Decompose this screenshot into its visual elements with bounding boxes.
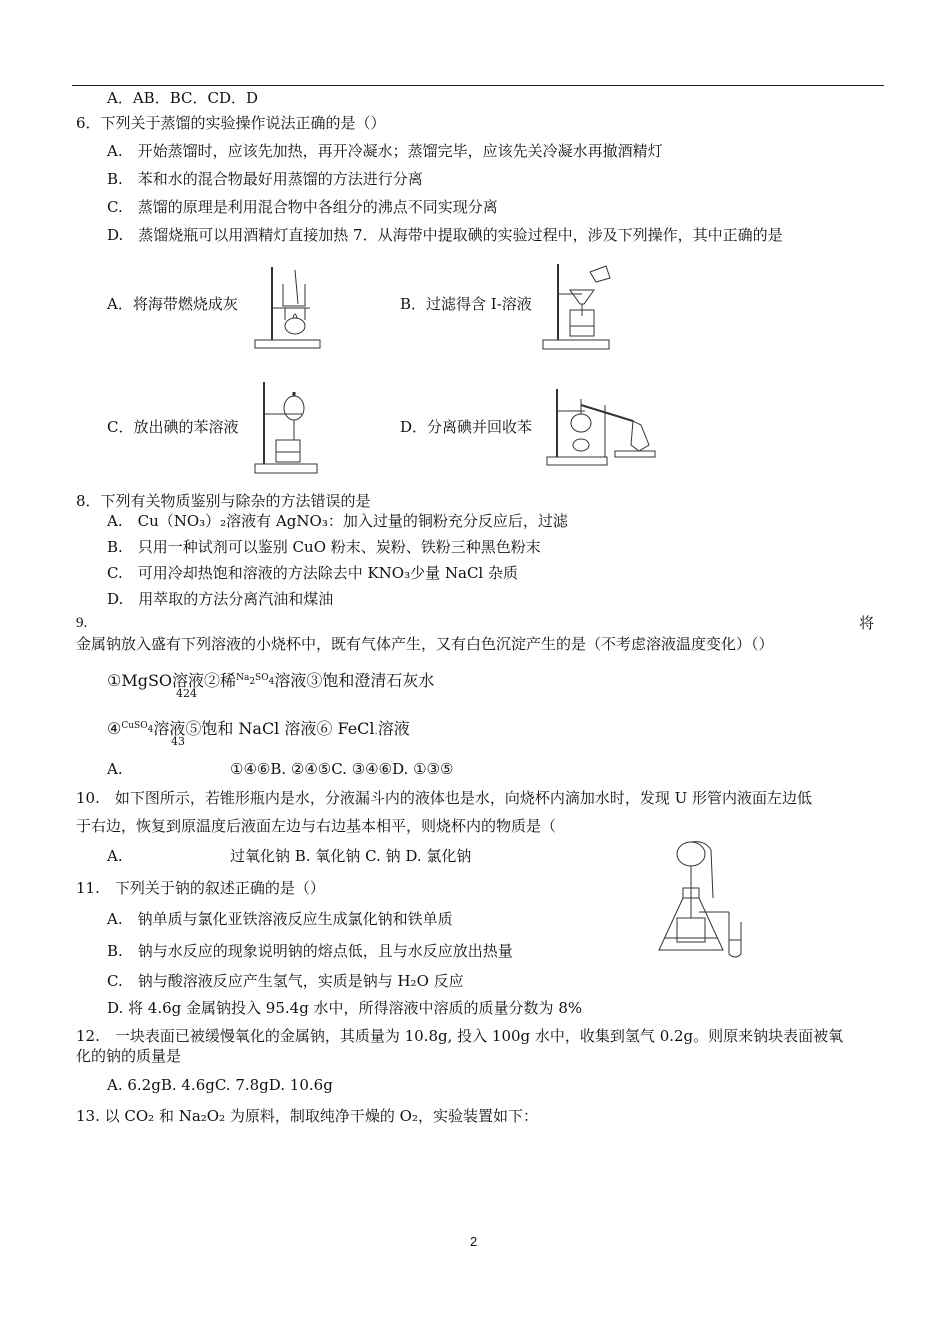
q9-list-line2: ④$^{CuSO}$4溶液⑤饱和 NaCl 溶液⑥ FeCl.溶液	[107, 719, 410, 738]
header-rule	[72, 85, 884, 86]
q7-option-a: A．将海带燃烧成灰	[107, 295, 238, 313]
q9-item2-prefix: 溶液②稀	[172, 671, 237, 690]
q9-cuso-label: CuSO	[121, 721, 148, 731]
q8-option-a: A. Cu（NO₃）₂溶液有 AgNO₃：加入过量的铜粉充分反应后，过滤	[107, 512, 568, 530]
q7-option-d: D．分离碘并回收苯	[400, 418, 533, 436]
q9-number: 9.	[76, 615, 88, 631]
q5-options: A．AB．BC．CD．D	[107, 89, 258, 107]
q11-option-a: A. 钠单质与氯化亚铁溶液反应生成氯化钠和铁单质	[107, 910, 453, 928]
q9-item1: ①MgSO	[107, 671, 173, 690]
q8-option-c: C. 可用冷却热饱和溶液的方法除去中 KNO₃少量 NaCl 杂质	[107, 564, 519, 582]
q9-so-label: SO	[255, 673, 269, 683]
q9-item4-prefix: ④	[107, 719, 122, 738]
q9-line1-subscripts: 424	[176, 687, 197, 700]
q9-jiang: 将	[859, 614, 875, 632]
q6-option-a: A. 开始蒸馏时，应该先加热，再开冷凝水；蒸馏完毕，应该先关冷凝水再撤酒精灯	[107, 142, 663, 160]
q12-line2: 化的钠的质量是	[76, 1047, 182, 1065]
q9-item6-suffix: 溶液	[377, 719, 410, 738]
page-number: 2	[470, 1234, 478, 1249]
q10-line2: 于右边，恢复到原温度后液面左边与右边基本相平，则烧杯内的物质是（	[76, 817, 557, 835]
q13-stem: 13. 以 CO₂ 和 Na₂O₂ 为原料，制取纯净干燥的 O₂，实验装置如下：	[76, 1107, 538, 1125]
q6-option-b: B. 苯和水的混合物最好用蒸馏的方法进行分离	[107, 170, 423, 188]
q11-option-c: C. 钠与酸溶液反应产生氢气，实质是钠与 H₂O 反应	[107, 972, 464, 990]
q10-option-label: A.	[107, 847, 123, 865]
q9-na-label: Na	[236, 673, 250, 683]
q7-option-b: B．过滤得含 I-溶液	[400, 295, 532, 313]
q9-list-line1: ①MgSO溶液②稀$^{Na}2^{SO}4$溶液③饱和澄清石灰水	[107, 671, 435, 690]
q8-option-b: B. 只用一种试剂可以鉴别 CuO 粉末、炭粉、铁粉三种黑色粉末	[107, 538, 541, 556]
q11-option-b: B. 钠与水反应的现象说明钠的熔点低，且与水反应放出热量	[107, 942, 513, 960]
q12-options: A. 6.2gB. 4.6gC. 7.8gD. 10.6g	[107, 1076, 333, 1094]
q9-line2-subscripts: 43	[171, 735, 185, 748]
q11-stem: 11. 下列关于钠的叙述正确的是（）	[76, 879, 325, 897]
ashing-apparatus-figure	[250, 262, 325, 352]
q6-option-d: D. 蒸馏烧瓶可以用酒精灯直接加热 7．从海带中提取碘的实验过程中，涉及下列操作，其中正确的是	[107, 226, 783, 244]
filtration-apparatus-figure	[540, 260, 615, 352]
flask-u-tube-figure	[655, 838, 760, 963]
q9-stem: 金属钠放入盛有下列溶液的小烧杯中，既有气体产生，又有白色沉淀产生的是（不考虑溶液温度变化）（）	[76, 635, 774, 653]
q7-option-c: C．放出碘的苯溶液	[107, 418, 239, 436]
q11-option-d: D. 将 4.6g 金属钠投入 95.4g 水中，所得溶液中溶质的质量分数为 8%	[107, 999, 583, 1017]
q8-option-d: D. 用萃取的方法分离汽油和煤油	[107, 590, 334, 608]
q10-line1: 10. 如下图所示，若锥形瓶内是水，分液漏斗内的液体也是水，向烧杯内滴加水时，发现 U 形管内液面左边低	[76, 789, 813, 807]
q9-options: ①④⑥B. ②④⑤C. ③④⑥D. ①③⑤	[230, 760, 454, 778]
q12-line1: 12. 一块表面已被缓慢氧化的金属钠，其质量为 10.8g, 投入 100g 水中，收集到氢气 0.2g。则原来钠块表面被氧	[76, 1027, 844, 1045]
distillation-apparatus-figure	[545, 385, 660, 470]
q6-option-c: C. 蒸馏的原理是利用混合物中各组分的沸点不同实现分离	[107, 198, 498, 216]
q6-stem: 6．下列关于蒸馏的实验操作说法正确的是（）	[76, 114, 386, 132]
q10-options: 过氧化钠 B. 氧化钠 C. 钠 D. 氯化钠	[230, 847, 472, 865]
q8-stem: 8．下列有关物质鉴别与除杂的方法错误的是	[76, 492, 371, 510]
q9-option-label: A.	[107, 760, 123, 778]
q9-item2-3: 溶液③饱和澄清石灰水	[274, 671, 435, 690]
separatory-funnel-figure	[252, 380, 322, 476]
q9-item4-6: 溶液⑤饱和 NaCl 溶液⑥ FeCl	[153, 719, 375, 738]
